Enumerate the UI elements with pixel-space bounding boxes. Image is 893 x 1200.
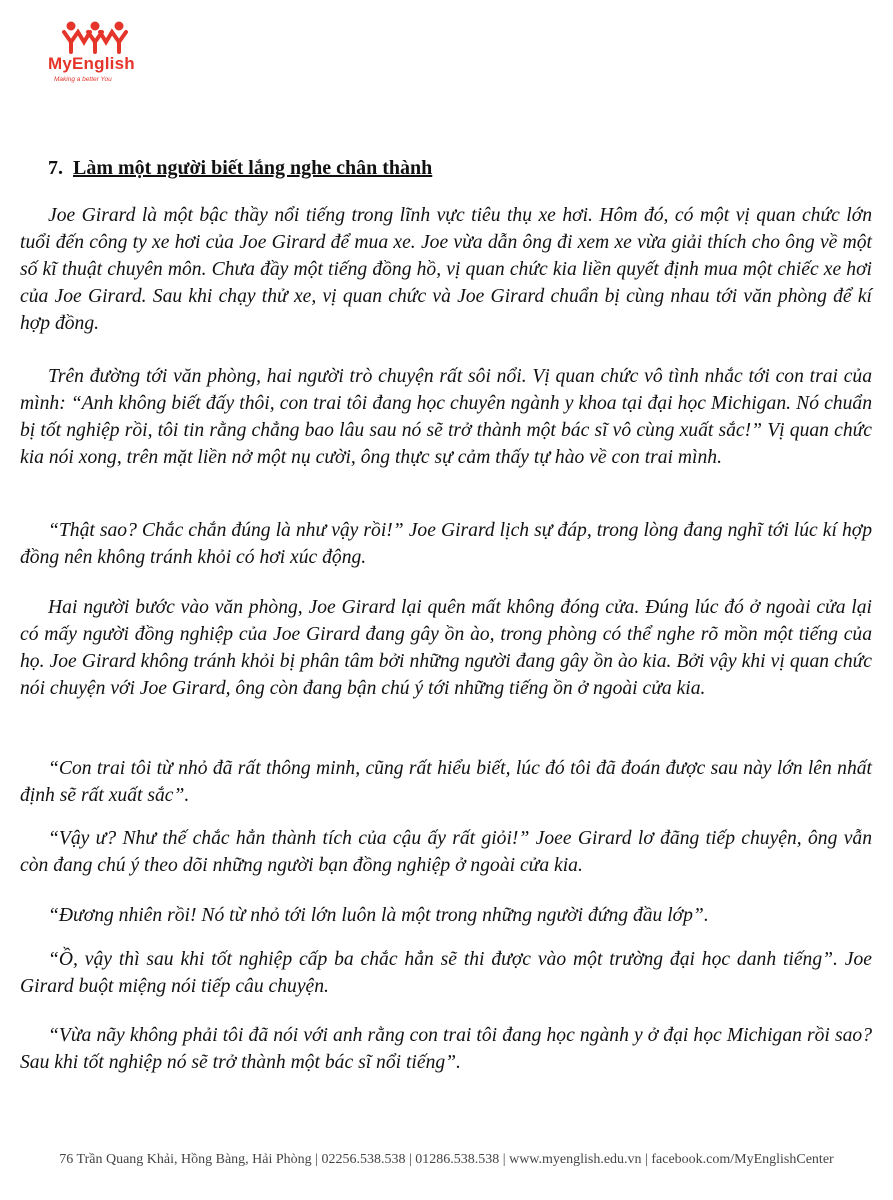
paragraph-8: “Ồ, vậy thì sau khi tốt nghiệp cấp ba chắc hẳn sẽ thi được vào một trường đại học danh tiếng”. Joe Girard buột miệng nói tiếp câu chuyện. bbox=[20, 949, 872, 997]
paragraph bbox=[20, 902, 872, 929]
paragraph-2: Trên đường tới văn phòng, hai người trò chuyện rất sôi nổi. Vị quan chức vô tình nhắc tới con trai của mình: “Anh không biết đấy thôi, con trai tôi đang học chuyên ngành y khoa tại đại học Michigan. Nó chuẩn bị tốt nghiệp rồi, tôi tin rằng chẳng bao lâu sau nó sẽ trở thành một bác sĩ vô cùng xuất sắc!” Vị quan chức kia nói xong, trên mặt liền nở một nụ cười, ông thực sự cảm thấy tự hào về con trai mình. bbox=[20, 366, 872, 468]
footer-contact: 76 Trần Quang Khải, Hồng Bàng, Hải Phòng | 02256.538.538 | 01286.538.538 | www.myenglish.edu.vn | facebook.com/MyEnglishCenter bbox=[59, 1152, 834, 1167]
brand-name: MyEnglish bbox=[48, 54, 135, 73]
paragraph bbox=[20, 946, 872, 1000]
paragraph-9: “Vừa nãy không phải tôi đã nói với anh rằng con trai tôi đang học ngành y ở đại học Michigan rồi sao? Sau khi tốt nghiệp nó sẽ trở thành một bác sĩ nổi tiếng”. bbox=[20, 1025, 872, 1073]
paragraph bbox=[20, 517, 872, 571]
paragraph bbox=[20, 825, 872, 879]
paragraph-7: “Đương nhiên rồi! Nó từ nhỏ tới lớn luôn là một trong những người đứng đầu lớp”. bbox=[48, 905, 709, 926]
paragraph-5: “Con trai tôi từ nhỏ đã rất thông minh, cũng rất hiểu biết, lúc đó tôi đã đoán được sau này lớn lên nhất định sẽ rất xuất sắc”. bbox=[20, 758, 872, 806]
paragraph-3: “Thật sao? Chắc chắn đúng là như vậy rồi!” Joe Girard lịch sự đáp, trong lòng đang nghĩ tới lúc kí hợp đồng nên không tránh khỏi có hơi xúc động. bbox=[20, 520, 872, 568]
paragraph-1: Joe Girard là một bậc thầy nổi tiếng trong lĩnh vực tiêu thụ xe hơi. Hôm đó, có một vị quan chức lớn tuổi đến công ty xe hơi của Joe Girard để mua xe. Joe vừa dẫn ông đi xem xe vừa giải thích cho ông về một số kĩ thuật chuyên môn. Chưa đầy một tiếng đồng hồ, vị quan chức kia liền quyết định mua một chiếc xe hơi của Joe Girard. Sau khi chạy thử xe, vị quan chức và Joe Girard chuẩn bị cùng nhau tới văn phòng để kí hợp đồng. bbox=[20, 205, 872, 334]
paragraph-4: Hai người bước vào văn phòng, Joe Girard lại quên mất không đóng cửa. Đúng lúc đó ở ngoài cửa lại có mấy người đồng nghiệp của Joe Girard đang gây ồn ào, trong phòng có thể nghe rõ mồn một tiếng của họ. Joe Girard không tránh khỏi bị phân tâm bởi những người đang gây ồn ào kia. Bởi vậy khi vị quan chức nói chuyện với Joe Girard, ông còn đang bận chú ý tới những tiếng ồn ở ngoài cửa kia. bbox=[20, 597, 872, 699]
brand-tagline: Making a better You bbox=[54, 76, 112, 83]
paragraph bbox=[20, 1022, 872, 1076]
section-heading bbox=[48, 157, 432, 180]
paragraph bbox=[20, 755, 872, 809]
paragraph bbox=[20, 594, 872, 702]
people-logo-icon bbox=[62, 20, 128, 54]
paragraph-6: “Vậy ư? Như thế chắc hẳn thành tích của cậu ấy rất giỏi!” Joee Girard lơ đãng tiếp chuyện, ông vẫn còn đang chú ý theo dõi những người bạn đồng nghiệp ở ngoài cửa kia. bbox=[20, 828, 872, 876]
section-title: Làm một người biết lắng nghe chân thành bbox=[73, 157, 433, 179]
paragraph bbox=[20, 202, 872, 337]
paragraph bbox=[20, 363, 872, 471]
brand-logo bbox=[48, 20, 158, 90]
section-number: 7. bbox=[48, 157, 63, 179]
